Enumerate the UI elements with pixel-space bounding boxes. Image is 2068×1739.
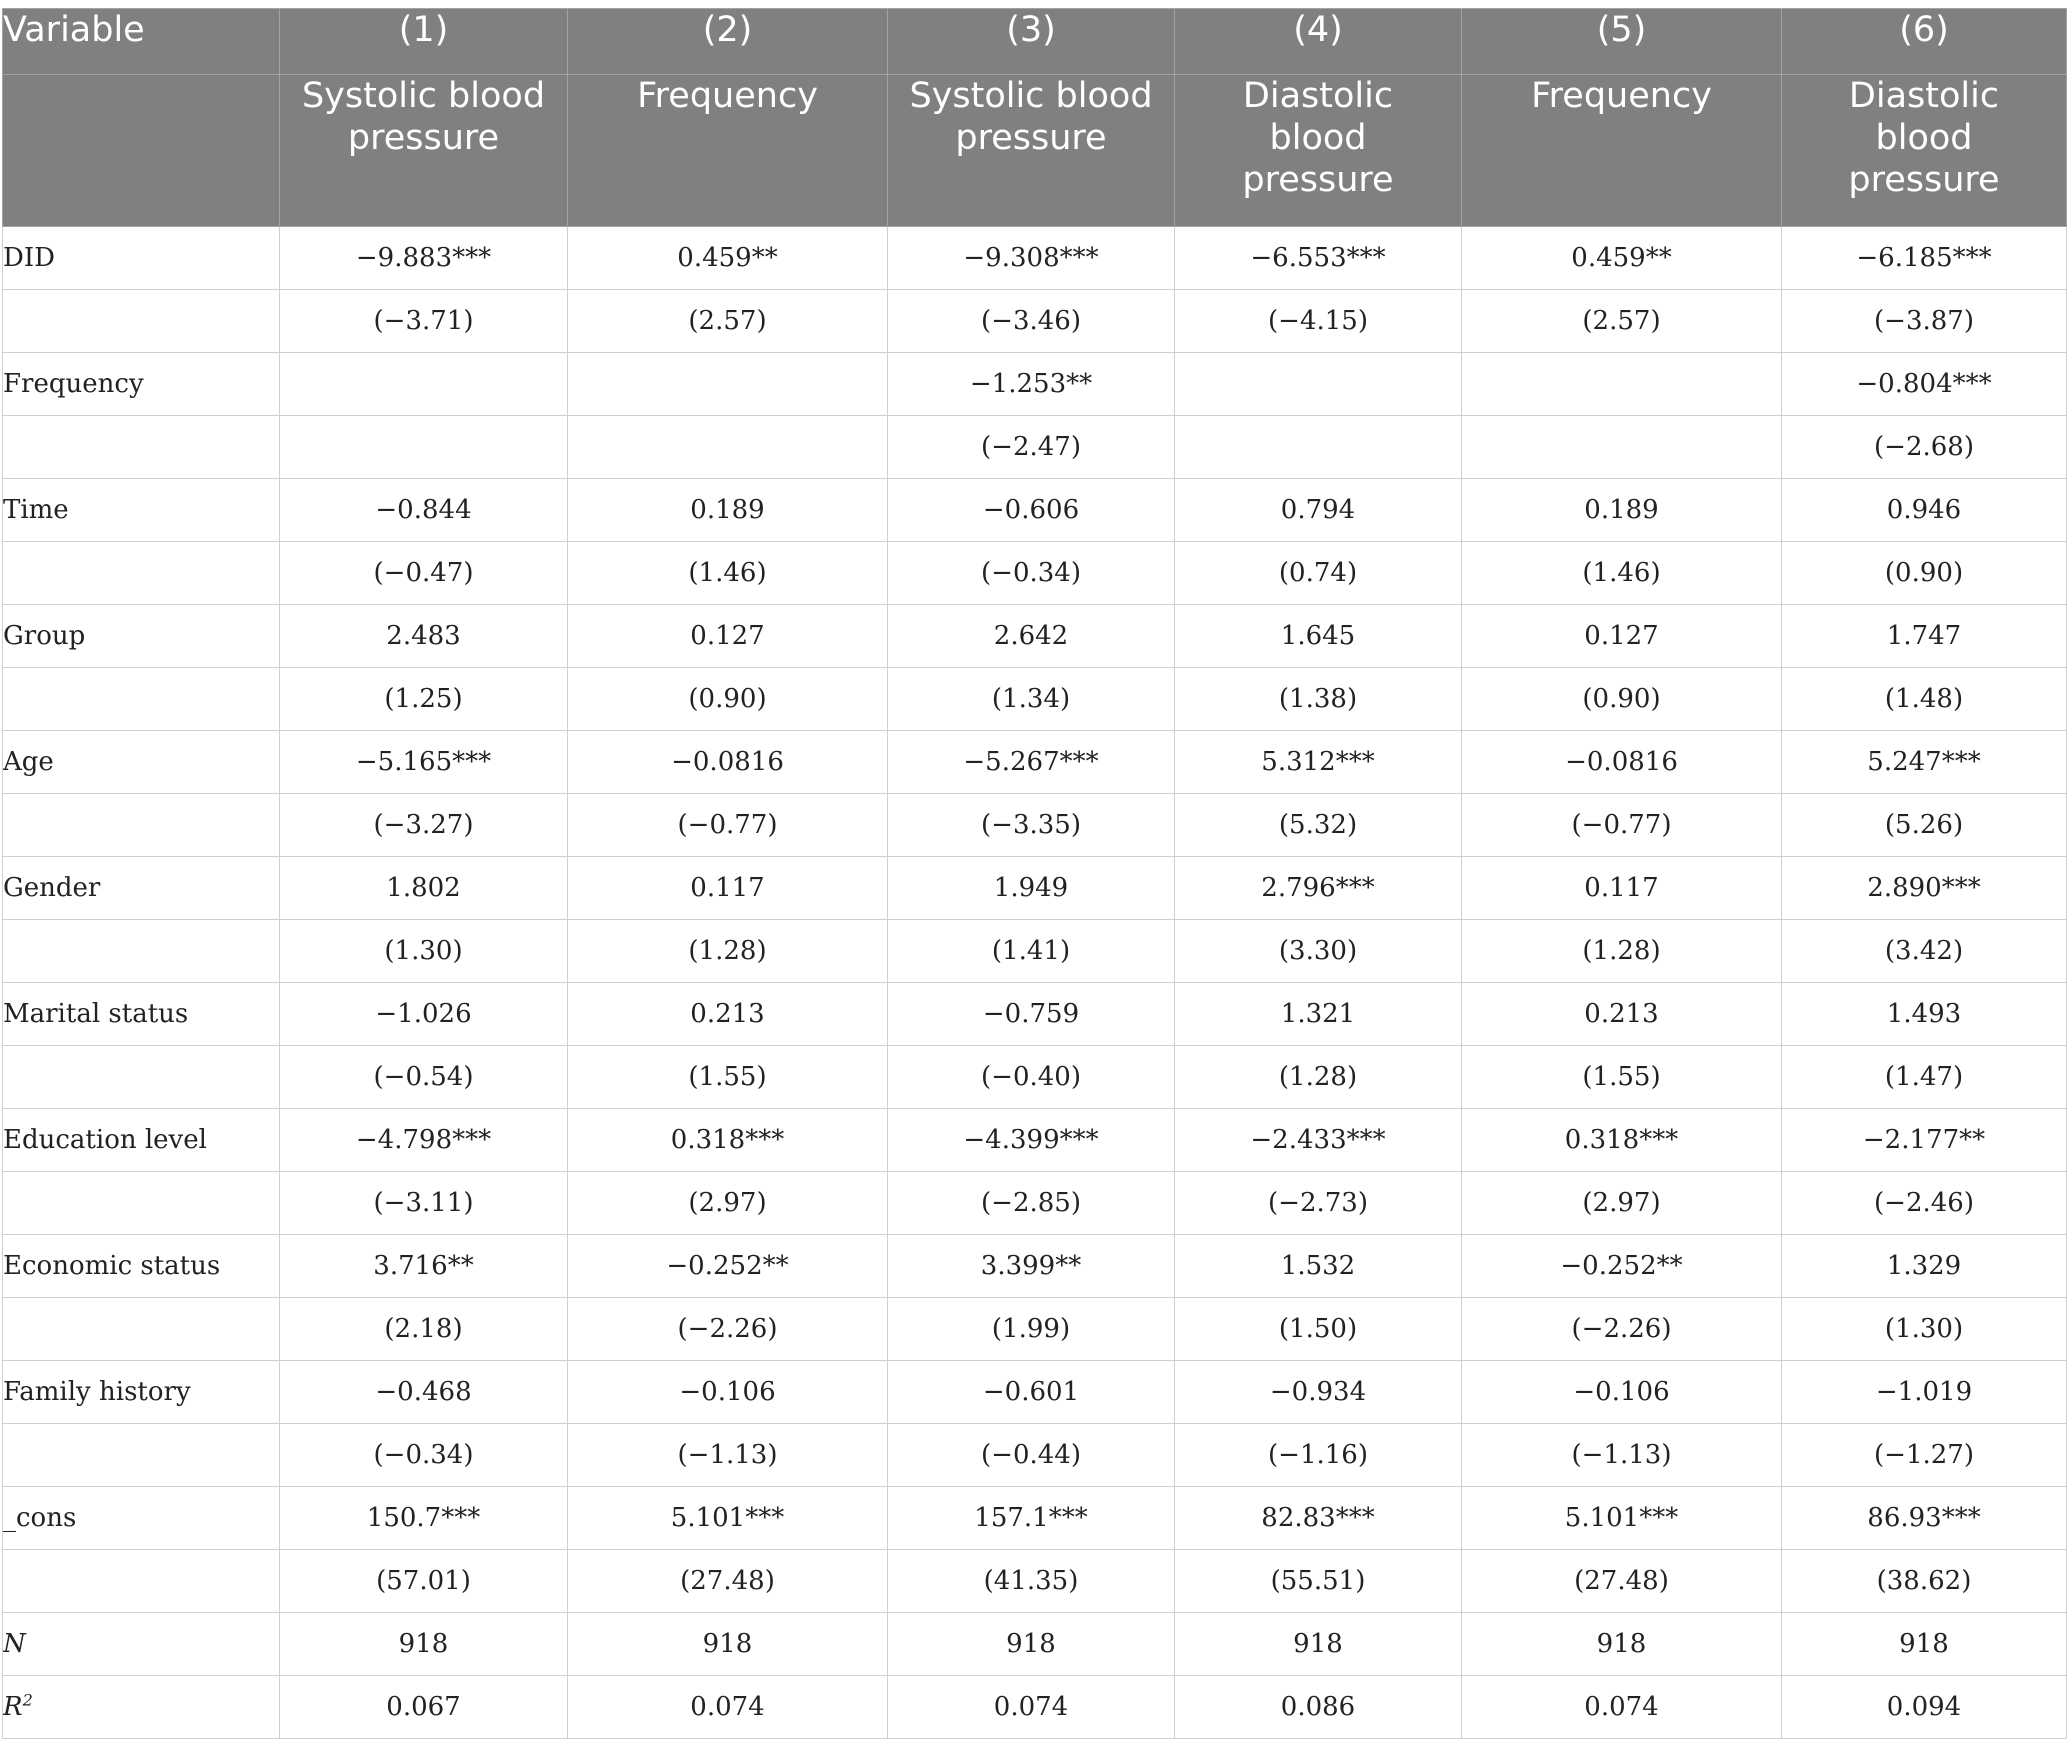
t-statistic-cell: (1.28) xyxy=(1175,1046,1462,1109)
coefficient-cell: 1.329 xyxy=(1782,1235,2067,1298)
coefficient-cell xyxy=(1175,353,1462,416)
coefficient-cell: −6.553*** xyxy=(1175,227,1462,290)
empty-label-cell xyxy=(3,668,280,731)
t-statistic-cell: (1.28) xyxy=(1462,920,1782,983)
t-statistic-cell: (38.62) xyxy=(1782,1550,2067,1613)
t-statistic-cell: (−3.11) xyxy=(280,1172,568,1235)
coefficient-cell: 0.213 xyxy=(1462,983,1782,1046)
coefficient-cell: −0.844 xyxy=(280,479,568,542)
table-row-statistic xyxy=(3,1676,2067,1739)
empty-label-cell xyxy=(3,1550,280,1613)
t-statistic-cell: (1.47) xyxy=(1782,1046,2067,1109)
coefficient-cell: −0.934 xyxy=(1175,1361,1462,1424)
table-row-coefficient xyxy=(3,353,2067,416)
t-statistic-cell: (−3.87) xyxy=(1782,290,2067,353)
coefficient-cell: 0.318*** xyxy=(1462,1109,1782,1172)
t-statistic-cell: (1.28) xyxy=(568,920,888,983)
column-label-header: Diastolic blood pressure xyxy=(1175,75,1462,227)
statistic-label xyxy=(3,1613,280,1676)
coefficient-cell: −5.267*** xyxy=(888,731,1175,794)
column-number-header: (1) xyxy=(280,9,568,75)
row-variable-label: Age xyxy=(3,731,280,794)
coefficient-cell: −5.165*** xyxy=(280,731,568,794)
t-statistic-cell: (0.74) xyxy=(1175,542,1462,605)
empty-label-cell xyxy=(3,290,280,353)
coefficient-cell: 3.716** xyxy=(280,1235,568,1298)
t-statistic-cell: (0.90) xyxy=(1782,542,2067,605)
table-row-coefficient xyxy=(3,857,2067,920)
t-statistic-cell: (2.57) xyxy=(568,290,888,353)
row-variable-label: Education level xyxy=(3,1109,280,1172)
coefficient-cell: 0.213 xyxy=(568,983,888,1046)
t-statistic-cell: (−0.54) xyxy=(280,1046,568,1109)
column-label-header: Frequency xyxy=(1462,75,1782,227)
empty-label-cell xyxy=(3,1424,280,1487)
statistic-value-cell: 0.094 xyxy=(1782,1676,2067,1739)
t-statistic-cell: (−0.34) xyxy=(888,542,1175,605)
coefficient-cell: 82.83*** xyxy=(1175,1487,1462,1550)
coefficient-cell: −0.252** xyxy=(568,1235,888,1298)
row-variable-label: Gender xyxy=(3,857,280,920)
coefficient-cell: −1.026 xyxy=(280,983,568,1046)
t-statistic-cell: (−0.77) xyxy=(1462,794,1782,857)
t-statistic-cell: (−2.46) xyxy=(1782,1172,2067,1235)
t-statistic-cell: (−0.77) xyxy=(568,794,888,857)
column-number-header: (4) xyxy=(1175,9,1462,75)
row-variable-label: Economic status xyxy=(3,1235,280,1298)
variable-column-header: Variable xyxy=(3,9,280,75)
t-statistic-cell: (−2.85) xyxy=(888,1172,1175,1235)
table-row-t-statistic xyxy=(3,1046,2067,1109)
coefficient-cell: 5.101*** xyxy=(568,1487,888,1550)
empty-label-cell xyxy=(3,1046,280,1109)
row-variable-label: Family history xyxy=(3,1361,280,1424)
t-statistic-cell xyxy=(568,416,888,479)
t-statistic-cell xyxy=(280,416,568,479)
t-statistic-cell: (2.18) xyxy=(280,1298,568,1361)
coefficient-cell: −0.606 xyxy=(888,479,1175,542)
empty-label-cell xyxy=(3,416,280,479)
statistic-value-cell: 0.074 xyxy=(1462,1676,1782,1739)
coefficient-cell: 1.493 xyxy=(1782,983,2067,1046)
table-body xyxy=(3,227,2067,1739)
table-row-statistic xyxy=(3,1613,2067,1676)
t-statistic-cell: (5.26) xyxy=(1782,794,2067,857)
t-statistic-cell: (−0.34) xyxy=(280,1424,568,1487)
coefficient-cell: −0.252** xyxy=(1462,1235,1782,1298)
coefficient-cell: 5.312*** xyxy=(1175,731,1462,794)
t-statistic-cell: (1.30) xyxy=(280,920,568,983)
table-row-coefficient xyxy=(3,731,2067,794)
table-row-t-statistic xyxy=(3,668,2067,731)
coefficient-cell: 86.93*** xyxy=(1782,1487,2067,1550)
t-statistic-cell: (1.38) xyxy=(1175,668,1462,731)
t-statistic-cell: (−0.44) xyxy=(888,1424,1175,1487)
empty-label-cell xyxy=(3,1172,280,1235)
t-statistic-cell: (27.48) xyxy=(1462,1550,1782,1613)
table-row-coefficient xyxy=(3,605,2067,668)
coefficient-cell: −1.019 xyxy=(1782,1361,2067,1424)
empty-label-cell xyxy=(3,920,280,983)
t-statistic-cell: (−0.40) xyxy=(888,1046,1175,1109)
coefficient-cell: 0.127 xyxy=(568,605,888,668)
coefficient-cell: −0.106 xyxy=(568,1361,888,1424)
coefficient-cell: 1.532 xyxy=(1175,1235,1462,1298)
header-row-labels xyxy=(3,75,2067,227)
statistic-symbol: N xyxy=(3,1629,26,1659)
statistic-label xyxy=(3,1676,280,1739)
regression-results-table xyxy=(2,8,2067,1739)
table-row-coefficient xyxy=(3,1487,2067,1550)
table-row-coefficient xyxy=(3,983,2067,1046)
coefficient-cell: 2.890*** xyxy=(1782,857,2067,920)
t-statistic-cell: (−2.68) xyxy=(1782,416,2067,479)
t-statistic-cell: (0.90) xyxy=(568,668,888,731)
t-statistic-cell: (1.25) xyxy=(280,668,568,731)
statistic-value-cell: 918 xyxy=(280,1613,568,1676)
t-statistic-cell: (2.97) xyxy=(568,1172,888,1235)
t-statistic-cell: (1.41) xyxy=(888,920,1175,983)
coefficient-cell: −0.601 xyxy=(888,1361,1175,1424)
table-row-coefficient xyxy=(3,1361,2067,1424)
t-statistic-cell: (5.32) xyxy=(1175,794,1462,857)
t-statistic-cell: (1.55) xyxy=(1462,1046,1782,1109)
t-statistic-cell: (−2.26) xyxy=(568,1298,888,1361)
t-statistic-cell: (−0.47) xyxy=(280,542,568,605)
t-statistic-cell: (−2.26) xyxy=(1462,1298,1782,1361)
coefficient-cell: 2.642 xyxy=(888,605,1175,668)
coefficient-cell: 5.247*** xyxy=(1782,731,2067,794)
t-statistic-cell: (−2.73) xyxy=(1175,1172,1462,1235)
t-statistic-cell: (1.48) xyxy=(1782,668,2067,731)
t-statistic-cell: (−3.35) xyxy=(888,794,1175,857)
coefficient-cell: 2.483 xyxy=(280,605,568,668)
table-row-coefficient xyxy=(3,1235,2067,1298)
statistic-value-cell: 918 xyxy=(888,1613,1175,1676)
coefficient-cell: −4.798*** xyxy=(280,1109,568,1172)
t-statistic-cell: (−2.47) xyxy=(888,416,1175,479)
t-statistic-cell: (1.46) xyxy=(568,542,888,605)
coefficient-cell: 0.117 xyxy=(1462,857,1782,920)
statistic-value-cell: 0.074 xyxy=(568,1676,888,1739)
coefficient-cell: 3.399** xyxy=(888,1235,1175,1298)
column-label-header: Systolic blood pressure xyxy=(888,75,1175,227)
coefficient-cell: −0.0816 xyxy=(1462,731,1782,794)
t-statistic-cell: (−3.46) xyxy=(888,290,1175,353)
t-statistic-cell: (1.30) xyxy=(1782,1298,2067,1361)
coefficient-cell: 0.117 xyxy=(568,857,888,920)
row-variable-label: Marital status xyxy=(3,983,280,1046)
row-variable-label: DID xyxy=(3,227,280,290)
coefficient-cell: 0.459** xyxy=(1462,227,1782,290)
empty-header-cell xyxy=(3,75,280,227)
coefficient-cell: −2.177** xyxy=(1782,1109,2067,1172)
statistic-value-cell: 0.074 xyxy=(888,1676,1175,1739)
table-row-t-statistic xyxy=(3,794,2067,857)
statistic-symbol: R xyxy=(3,1692,23,1722)
t-statistic-cell: (41.35) xyxy=(888,1550,1175,1613)
coefficient-cell: 1.747 xyxy=(1782,605,2067,668)
t-statistic-cell: (2.57) xyxy=(1462,290,1782,353)
coefficient-cell: 1.802 xyxy=(280,857,568,920)
t-statistic-cell: (3.30) xyxy=(1175,920,1462,983)
statistic-value-cell: 918 xyxy=(1175,1613,1462,1676)
coefficient-cell: −0.106 xyxy=(1462,1361,1782,1424)
coefficient-cell: 0.189 xyxy=(568,479,888,542)
t-statistic-cell: (1.55) xyxy=(568,1046,888,1109)
coefficient-cell: −9.308*** xyxy=(888,227,1175,290)
t-statistic-cell: (−4.15) xyxy=(1175,290,1462,353)
coefficient-cell xyxy=(1462,353,1782,416)
coefficient-cell: −2.433*** xyxy=(1175,1109,1462,1172)
table-row-coefficient xyxy=(3,227,2067,290)
table-row-t-statistic xyxy=(3,920,2067,983)
column-label-header: Frequency xyxy=(568,75,888,227)
table-row-t-statistic xyxy=(3,1550,2067,1613)
coefficient-cell: −0.0816 xyxy=(568,731,888,794)
statistic-value-cell: 918 xyxy=(1462,1613,1782,1676)
table-row-coefficient xyxy=(3,479,2067,542)
table-row-coefficient xyxy=(3,1109,2067,1172)
row-variable-label: Frequency xyxy=(3,353,280,416)
t-statistic-cell: (55.51) xyxy=(1175,1550,1462,1613)
t-statistic-cell: (1.50) xyxy=(1175,1298,1462,1361)
t-statistic-cell: (1.99) xyxy=(888,1298,1175,1361)
coefficient-cell: −4.399*** xyxy=(888,1109,1175,1172)
coefficient-cell: −0.759 xyxy=(888,983,1175,1046)
t-statistic-cell xyxy=(1462,416,1782,479)
table-row-t-statistic xyxy=(3,416,2067,479)
column-number-header: (5) xyxy=(1462,9,1782,75)
table-row-t-statistic xyxy=(3,1172,2067,1235)
t-statistic-cell: (−1.13) xyxy=(1462,1424,1782,1487)
statistic-value-cell: 0.067 xyxy=(280,1676,568,1739)
coefficient-cell: 1.645 xyxy=(1175,605,1462,668)
table-row-t-statistic xyxy=(3,542,2067,605)
table-header xyxy=(3,9,2067,227)
t-statistic-cell: (1.46) xyxy=(1462,542,1782,605)
table-row-t-statistic xyxy=(3,290,2067,353)
column-label-header: Systolic blood pressure xyxy=(280,75,568,227)
coefficient-cell: −0.804*** xyxy=(1782,353,2067,416)
coefficient-cell: 2.796*** xyxy=(1175,857,1462,920)
t-statistic-cell xyxy=(1175,416,1462,479)
statistic-value-cell: 0.086 xyxy=(1175,1676,1462,1739)
coefficient-cell: 0.127 xyxy=(1462,605,1782,668)
coefficient-cell: 0.459** xyxy=(568,227,888,290)
empty-label-cell xyxy=(3,794,280,857)
coefficient-cell: −1.253** xyxy=(888,353,1175,416)
statistic-superscript: 2 xyxy=(22,1690,33,1710)
t-statistic-cell: (−3.27) xyxy=(280,794,568,857)
coefficient-cell: 5.101*** xyxy=(1462,1487,1782,1550)
coefficient-cell: 0.946 xyxy=(1782,479,2067,542)
header-row-numbers xyxy=(3,9,2067,75)
coefficient-cell: 150.7*** xyxy=(280,1487,568,1550)
t-statistic-cell: (−3.71) xyxy=(280,290,568,353)
t-statistic-cell: (2.97) xyxy=(1462,1172,1782,1235)
column-number-header: (3) xyxy=(888,9,1175,75)
t-statistic-cell: (57.01) xyxy=(280,1550,568,1613)
t-statistic-cell: (27.48) xyxy=(568,1550,888,1613)
coefficient-cell: 1.321 xyxy=(1175,983,1462,1046)
empty-label-cell xyxy=(3,542,280,605)
row-variable-label: _cons xyxy=(3,1487,280,1550)
table-row-t-statistic xyxy=(3,1298,2067,1361)
t-statistic-cell: (−1.13) xyxy=(568,1424,888,1487)
t-statistic-cell: (1.34) xyxy=(888,668,1175,731)
table-row-t-statistic xyxy=(3,1424,2067,1487)
coefficient-cell: −6.185*** xyxy=(1782,227,2067,290)
coefficient-cell xyxy=(568,353,888,416)
row-variable-label: Group xyxy=(3,605,280,668)
coefficient-cell: −9.883*** xyxy=(280,227,568,290)
coefficient-cell xyxy=(280,353,568,416)
t-statistic-cell: (0.90) xyxy=(1462,668,1782,731)
coefficient-cell: −0.468 xyxy=(280,1361,568,1424)
empty-label-cell xyxy=(3,1298,280,1361)
coefficient-cell: 0.189 xyxy=(1462,479,1782,542)
column-label-header: Diastolic blood pressure xyxy=(1782,75,2067,227)
row-variable-label: Time xyxy=(3,479,280,542)
statistic-value-cell: 918 xyxy=(568,1613,888,1676)
column-number-header: (6) xyxy=(1782,9,2067,75)
t-statistic-cell: (−1.27) xyxy=(1782,1424,2067,1487)
coefficient-cell: 0.318*** xyxy=(568,1109,888,1172)
coefficient-cell: 0.794 xyxy=(1175,479,1462,542)
statistic-value-cell: 918 xyxy=(1782,1613,2067,1676)
column-number-header: (2) xyxy=(568,9,888,75)
coefficient-cell: 157.1*** xyxy=(888,1487,1175,1550)
coefficient-cell: 1.949 xyxy=(888,857,1175,920)
t-statistic-cell: (−1.16) xyxy=(1175,1424,1462,1487)
t-statistic-cell: (3.42) xyxy=(1782,920,2067,983)
